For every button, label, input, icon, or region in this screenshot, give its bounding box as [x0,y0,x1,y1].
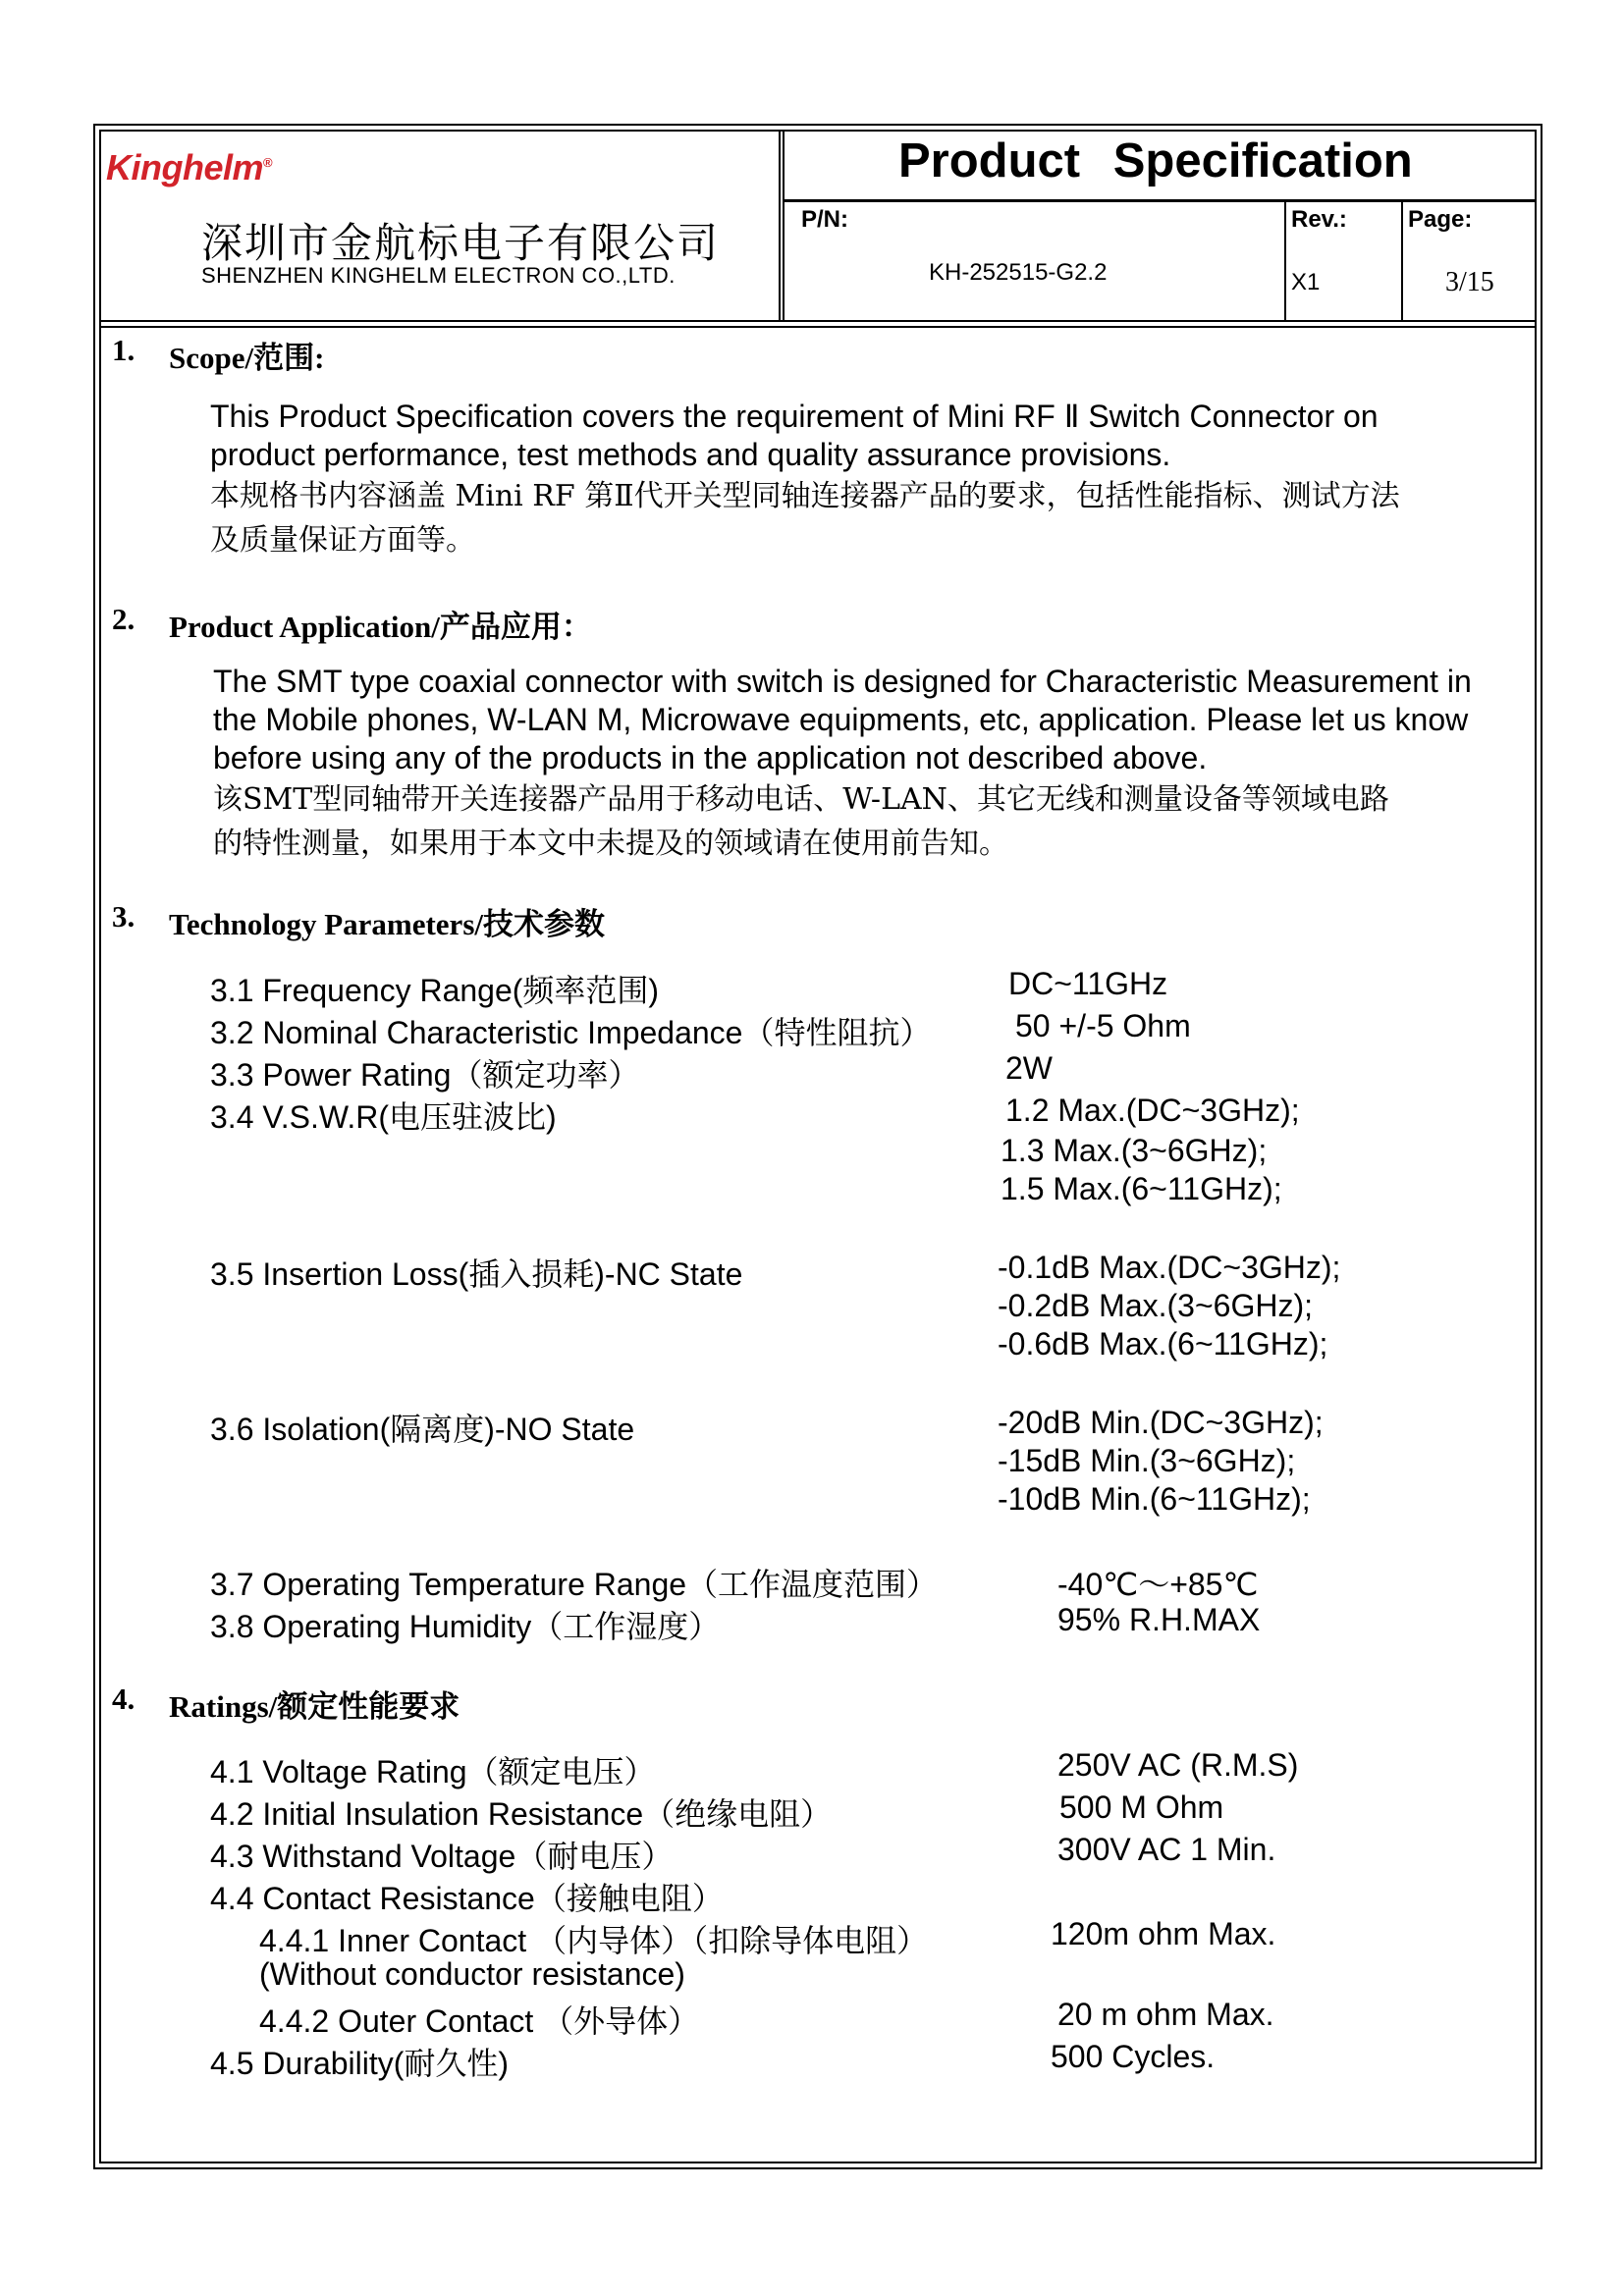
section-number: 4. [112,1682,135,1716]
param-isolation-value: -10dB Min.(6~11GHz); [998,1481,1311,1517]
param-power-rating-label: 3.3 Power Rating（额定功率） [210,1057,640,1093]
section-title: Ratings/额定性能要求 [169,1689,460,1724]
header-title-rule [784,199,1537,202]
company-logo [106,147,272,188]
paragraph-line: product performance, test methods and quality assurance provisions. [210,437,1171,472]
rating-contact-resistance-label: 4.4 Contact Resistance（接触电阻） [210,1881,724,1916]
param-impedance-label: 3.2 Nominal Characteristic Impedance（特性阻抗） [210,1015,932,1050]
rating-outer-contact-value: 20 m ohm Max. [1057,1997,1274,2032]
param-insertion-loss-value: -0.6dB Max.(6~11GHz); [998,1326,1328,1362]
section-title: Scope/范围: [169,341,325,375]
rating-withstand-voltage-label: 4.3 Withstand Voltage（耐电压） [210,1839,674,1874]
section-title: Technology Parameters/技术参数 [169,907,605,941]
pn-value: KH-252515-G2.2 [929,259,1108,286]
rating-voltage-value: 250V AC (R.M.S) [1057,1747,1299,1783]
pn-label: P/N: [801,206,848,233]
paragraph-line: 本规格书内容涵盖 Mini RF 第Ⅱ代开关型同轴连接器产品的要求，包括性能指标、测试方法 [210,479,1400,513]
param-frequency-range-value: DC~11GHz [1008,966,1168,1001]
logo-text: Kinghelm [106,147,264,187]
header-vertical-divider [779,130,784,322]
rating-durability-value: 500 Cycles. [1051,2039,1216,2074]
page-number: 3/15 [1445,267,1494,297]
section-2-body [213,663,1472,866]
rating-inner-contact-value: 120m ohm Max. [1051,1916,1276,1951]
rev-value: X1 [1291,269,1321,295]
header-bottom-rule [99,320,1537,328]
section-number: 2. [112,602,135,636]
param-isolation-label: 3.6 Isolation(隔离度)-NO State [210,1412,635,1447]
param-insertion-loss-value: -0.1dB Max.(DC~3GHz); [998,1250,1341,1285]
company-name-cn: 深圳市金航标电子有限公司 [201,219,721,267]
rating-voltage-label: 4.1 Voltage Rating（额定电压） [210,1754,656,1789]
rev-label: Rev.: [1291,206,1347,233]
rating-inner-contact-note: (Without conductor resistance) [259,1956,685,1992]
paragraph-line: 的特性测量，如果用于本文中未提及的领域请在使用前告知。 [213,827,1008,861]
rating-insulation-resistance-label: 4.2 Initial Insulation Resistance（绝缘电阻） [210,1796,833,1832]
registered-mark: ® [263,155,273,170]
header-rev-divider [1284,201,1286,321]
header-page-divider [1401,201,1403,321]
rating-insulation-resistance-value: 500 M Ohm [1059,1789,1224,1825]
param-vswr-value: 1.5 Max.(6~11GHz); [1001,1171,1282,1206]
rating-outer-contact-label: 4.4.2 Outer Contact （外导体） [259,2003,700,2039]
page-label: Page: [1408,206,1473,233]
param-operating-humidity-value: 95% R.H.MAX [1057,1602,1261,1637]
rating-withstand-voltage-value: 300V AC 1 Min. [1057,1832,1276,1867]
param-impedance-value: 50 +/-5 Ohm [1015,1008,1191,1043]
rating-durability-label: 4.5 Durability(耐久性) [210,2046,510,2081]
paragraph-line: 及质量保证方面等。 [210,523,475,558]
param-vswr-value: 1.2 Max.(DC~3GHz); [1005,1093,1300,1128]
section-1-body [210,398,1400,562]
section-title: Product Application/产品应用： [169,610,592,644]
param-vswr-value: 1.3 Max.(3~6GHz); [1001,1133,1268,1168]
document-title: Product Specification [898,134,1413,187]
param-operating-humidity-label: 3.8 Operating Humidity（工作湿度） [210,1609,721,1644]
section-number: 1. [112,333,135,367]
param-operating-temperature-label: 3.7 Operating Temperature Range（工作温度范围） [210,1567,939,1602]
section-number: 3. [112,899,135,934]
param-insertion-loss-value: -0.2dB Max.(3~6GHz); [998,1288,1313,1323]
rating-inner-contact-label: 4.4.1 Inner Contact （内导体）（扣除导体电阻） [259,1923,929,1958]
paragraph-line: This Product Specification covers the requirement of Mini RF Ⅱ Switch Connector on [210,399,1379,434]
paragraph-line: before using any of the products in the application not described above. [213,740,1208,775]
param-frequency-range-label: 3.1 Frequency Range(频率范围) [210,973,660,1008]
param-insertion-loss-label: 3.5 Insertion Loss(插入损耗)-NC State [210,1256,743,1292]
paragraph-line: 该SMT型同轴带开关连接器产品用于移动电话、W-LAN、其它无线和测量设备等领域电路 [213,782,1389,817]
param-isolation-value: -20dB Min.(DC~3GHz); [998,1405,1324,1440]
paragraph-line: the Mobile phones, W-LAN M, Microwave equipments, etc, application. Please let us know [213,702,1469,737]
company-name-en: SHENZHEN KINGHELM ELECTRON CO.,LTD. [201,263,676,288]
param-vswr-label: 3.4 V.S.W.R(电压驻波比) [210,1099,557,1135]
param-power-rating-value: 2W [1005,1050,1053,1086]
paragraph-line: The SMT type coaxial connector with switch is designed for Characteristic Measurement in [213,664,1472,699]
param-isolation-value: -15dB Min.(3~6GHz); [998,1443,1296,1478]
param-operating-temperature-value: -40℃～+85℃ [1057,1567,1259,1602]
